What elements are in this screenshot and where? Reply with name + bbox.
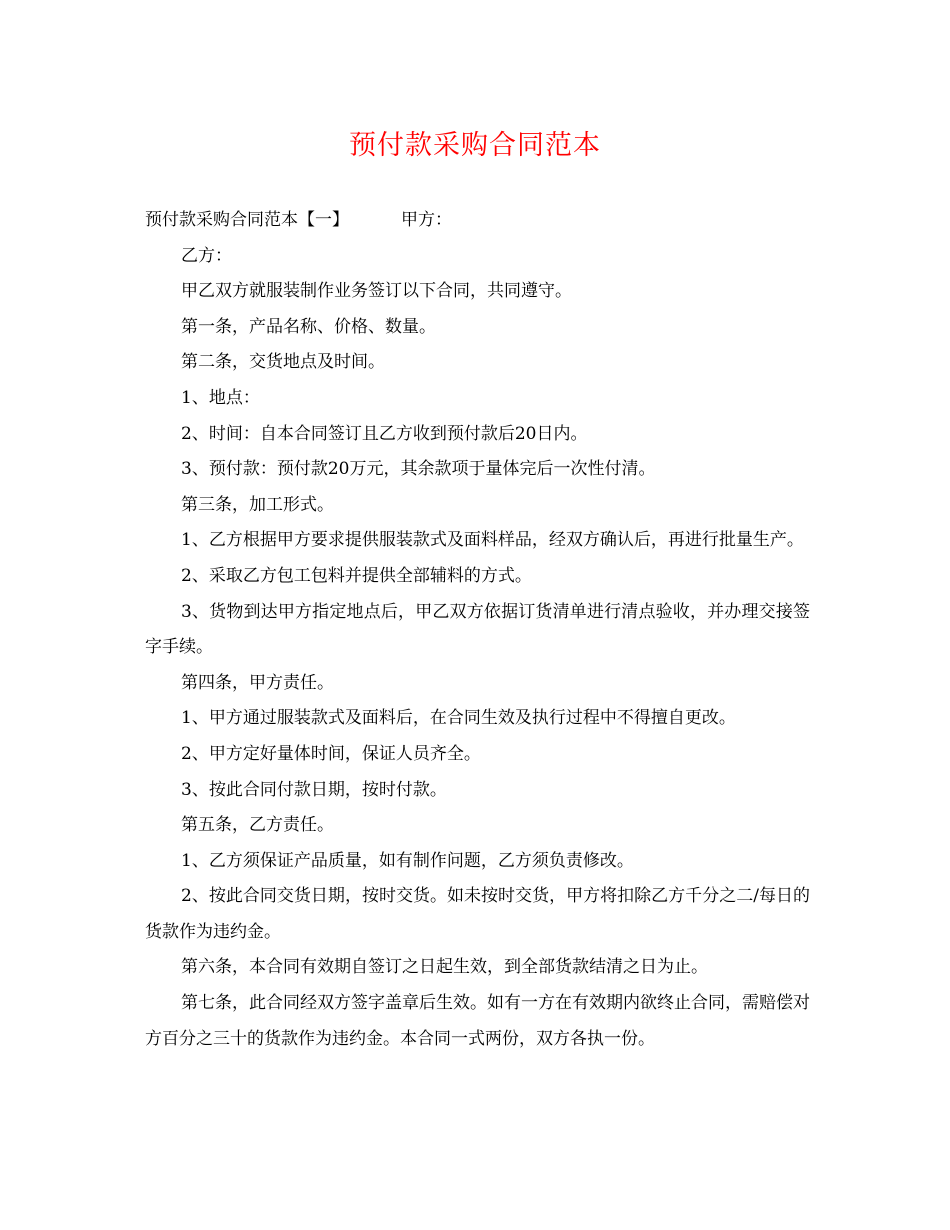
paragraph: 2、按此合同交货日期，按时交货。如未按时交货，甲方将扣除乙方千分之二/每日的货款作为违约金。 [145, 886, 810, 942]
paragraph: 2、甲方定好量体时间，保证人员齐全。 [181, 743, 481, 764]
paragraph: 第四条，甲方责任。 [181, 672, 334, 693]
party-a-label: 甲方： [401, 210, 452, 230]
paragraph: 1、地点： [181, 387, 260, 408]
paragraph: 2、时间：自本合同签订且乙方收到预付款后20日内。 [181, 423, 588, 444]
paragraph: 1、乙方须保证产品质量，如有制作问题，乙方须负责修改。 [181, 850, 634, 871]
paragraph: 1、甲方通过服装款式及面料后，在合同生效及执行过程中不得擅自更改。 [181, 708, 736, 729]
paragraph: 2、采取乙方包工包料并提供全部辅料的方式。 [181, 565, 532, 586]
paragraph: 第一条，产品名称、价格、数量。 [181, 316, 436, 337]
paragraph: 第七条，此合同经双方签字盖章后生效。如有一方在有效期内欲终止合同，需赔偿对方百分之三十的货款作为违约金。本合同一式两份，双方各执一份。 [145, 993, 810, 1049]
paragraph: 3、预付款：预付款20万元，其余款项于量体完后一次性付清。 [181, 459, 656, 480]
paragraph: 甲乙双方就服装制作业务签订以下合同，共同遵守。 [181, 281, 572, 302]
paragraph: 第二条，交货地点及时间。 [181, 352, 385, 373]
paragraph: 1、乙方根据甲方要求提供服装款式及面料样品，经双方确认后，再进行批量生产。 [181, 530, 804, 551]
paragraph: 第五条，乙方责任。 [181, 815, 334, 836]
paragraph: 第六条，本合同有效期自签订之日起生效，到全部货款结清之日为止。 [181, 957, 708, 978]
document-title: 预付款采购合同范本 [349, 130, 601, 161]
section-heading-line [145, 203, 810, 239]
document-body [145, 203, 810, 1057]
paragraph: 3、按此合同付款日期，按时付款。 [181, 779, 447, 800]
paragraph: 乙方： [181, 245, 232, 266]
section-heading: 预付款采购合同范本【一】 [145, 210, 349, 230]
paragraph: 3、货物到达甲方指定地点后，甲乙双方依据订货清单进行清点验收，并办理交接签字手续。 [145, 601, 810, 658]
paragraph: 第三条，加工形式。 [181, 494, 334, 515]
